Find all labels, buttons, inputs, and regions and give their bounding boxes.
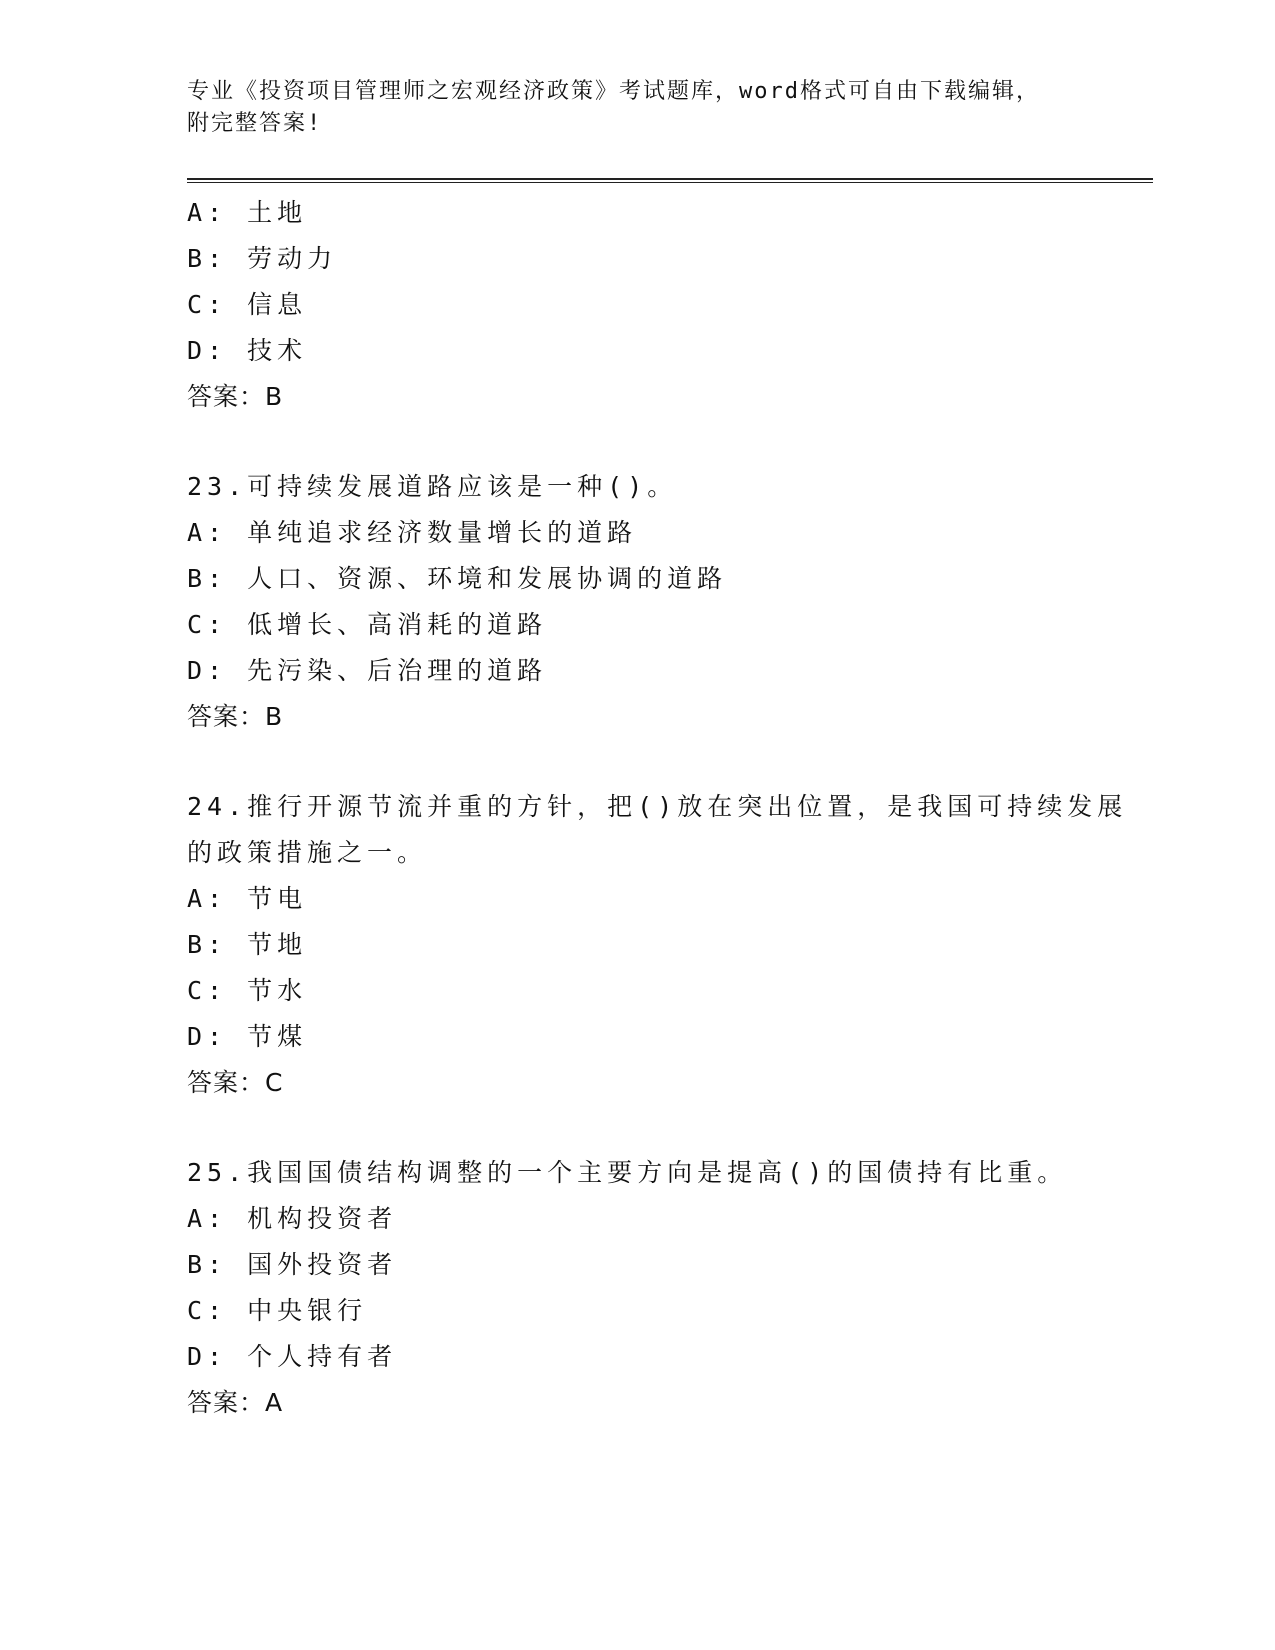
answer-label: 答案：C [187, 1068, 284, 1097]
header-divider [187, 178, 1153, 183]
document-header [187, 76, 1067, 140]
header-line-2: 附完整答案! [187, 111, 323, 136]
option-a: A: 单纯追求经济数量增长的道路 [187, 518, 638, 547]
option-d: D: 个人持有者 [187, 1342, 398, 1371]
option-c: C: 中央银行 [187, 1296, 368, 1325]
question-stem-line-2: 的政策措施之一。 [187, 838, 428, 867]
option-a: A: 机构投资者 [187, 1204, 398, 1233]
option-a: A: 土地 [187, 198, 308, 227]
option-d: D: 先污染、后治理的道路 [187, 656, 548, 685]
question-24 [187, 784, 1128, 1106]
answer-label: 答案：A [187, 1388, 284, 1417]
header-line-1: 专业《投资项目管理师之宏观经济政策》考试题库，word格式可自由下载编辑， [187, 79, 1040, 104]
question-list [187, 190, 1128, 1426]
option-b: B: 节地 [187, 930, 308, 959]
option-b: B: 劳动力 [187, 244, 338, 273]
question-25 [187, 1150, 1087, 1426]
answer-label: 答案：B [187, 702, 284, 731]
option-c: C: 节水 [187, 976, 308, 1005]
option-c: C: 信息 [187, 290, 308, 319]
answer-label: 答案：B [187, 382, 284, 411]
question-stem-line-1: 24.推行开源节流并重的方针，把()放在突出位置，是我国可持续发展 [187, 792, 1128, 821]
question-23 [187, 464, 1087, 740]
option-a: A: 节电 [187, 884, 308, 913]
question-22 [187, 190, 1087, 420]
option-c: C: 低增长、高消耗的道路 [187, 610, 548, 639]
option-b: B: 国外投资者 [187, 1250, 398, 1279]
option-d: D: 技术 [187, 336, 308, 365]
question-stem: 25.我国国债结构调整的一个主要方向是提高()的国债持有比重。 [187, 1158, 1068, 1187]
option-d: D: 节煤 [187, 1022, 308, 1051]
option-b: B: 人口、资源、环境和发展协调的道路 [187, 564, 728, 593]
question-stem: 23.可持续发展道路应该是一种()。 [187, 472, 678, 501]
